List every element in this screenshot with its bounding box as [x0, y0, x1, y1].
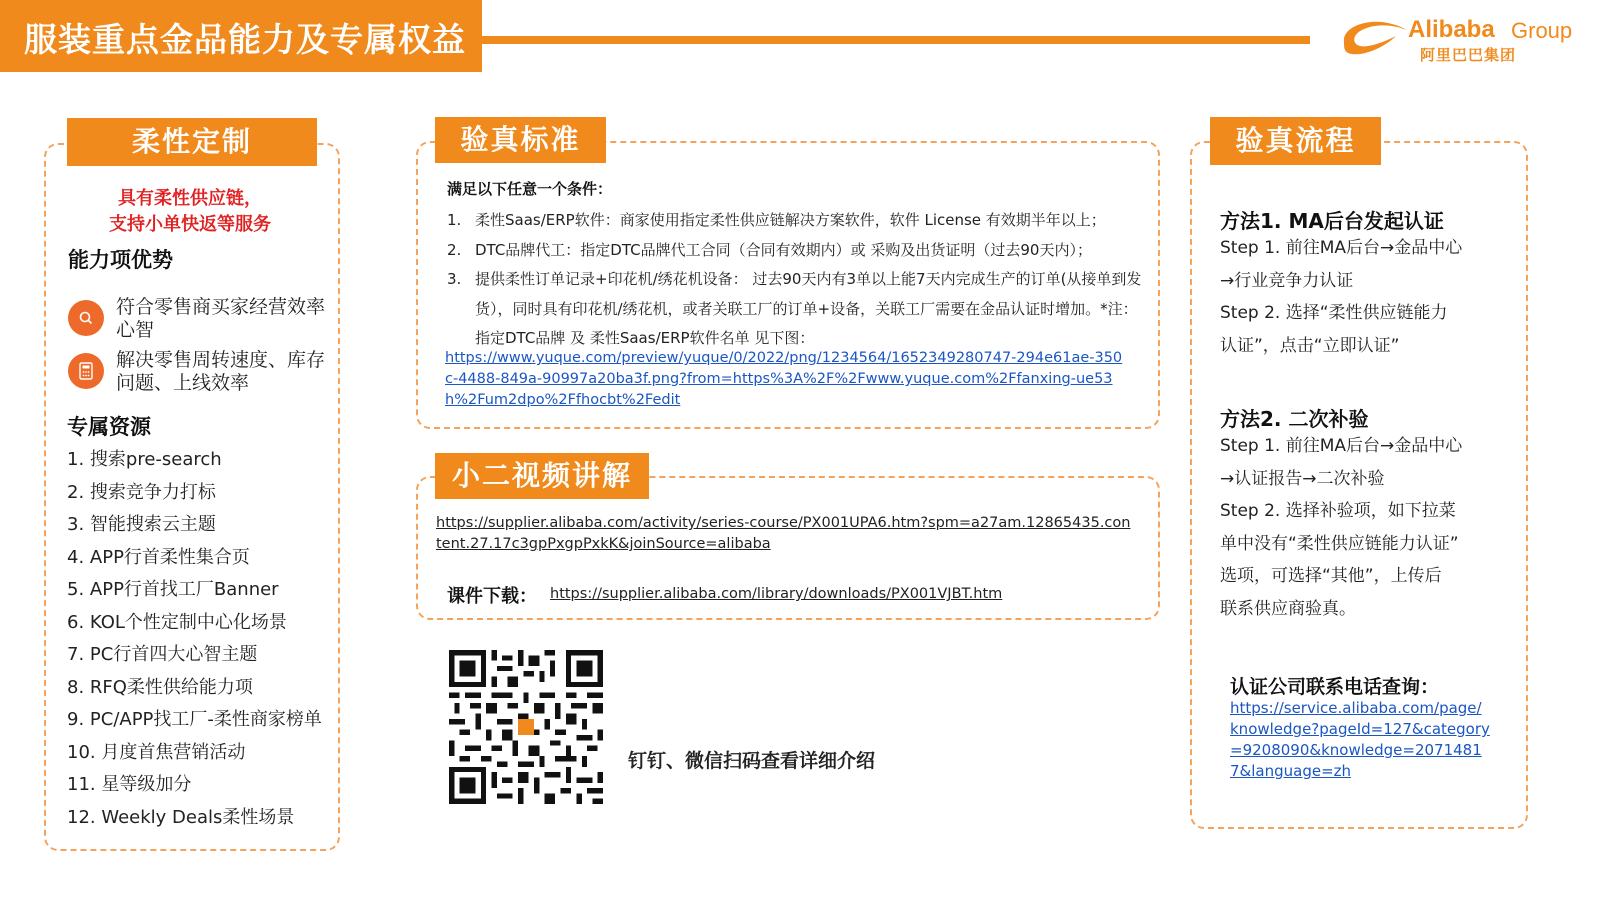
search-icon — [68, 300, 104, 336]
method-2-title: 方法2. 二次补验 — [1220, 407, 1369, 431]
contact-heading: 认证公司联系电话查询： — [1230, 676, 1440, 698]
conditions-list — [447, 206, 1147, 354]
condition-number: 1. — [447, 211, 462, 229]
advantages-heading: 能力项优势 — [68, 248, 173, 272]
step-line: 认证”，点击“立即认证” — [1220, 335, 1400, 356]
method-2-steps — [1220, 430, 1520, 625]
title-rule — [482, 36, 1310, 44]
logo-chinese-text: 阿里巴巴集团 — [1420, 46, 1517, 64]
step-line: 单中没有“柔性供应链能力认证” — [1220, 533, 1459, 554]
courseware-download-label: 课件下载： — [447, 586, 537, 607]
conditions-heading: 满足以下任意一个条件： — [447, 180, 613, 198]
alibaba-group-logo — [1338, 10, 1588, 65]
list-item: 6. KOL个性定制中心化场景 — [67, 611, 287, 633]
list-item: 2. 搜索竞争力打标 — [67, 481, 216, 503]
step-line: Step 1. 前往MA后台→金品中心 — [1220, 238, 1463, 258]
video-explanation-tag: 小二视频讲解 — [435, 453, 649, 499]
page-title: 服装重点金品能力及专属权益 — [24, 20, 466, 59]
advantage-text: 符合零售商买家经营效率心智 — [116, 296, 326, 341]
list-item: 9. PC/APP找工厂-柔性商家榜单 — [67, 709, 322, 730]
alibaba-smile-icon — [1338, 16, 1410, 60]
list-item: 12. Weekly Deals柔性场景 — [67, 806, 295, 828]
advantage-item — [68, 349, 328, 399]
step-line: →行业竞争力认证 — [1220, 270, 1354, 291]
qr-code[interactable] — [449, 650, 603, 804]
logo-wordmark: Alibaba — [1408, 16, 1495, 43]
title-banner — [0, 0, 482, 72]
list-item: 3. 智能搜索云主题 — [67, 514, 216, 535]
calculator-icon — [68, 353, 104, 389]
list-item: 5. APP行首找工厂Banner — [67, 579, 279, 600]
condition-item — [447, 206, 1147, 236]
condition-number: 2. — [447, 240, 462, 259]
condition-text: 提供柔性订单记录+印花机/绣花机设备： 过去90天内有3单以上能7天内完成生产的订单(从接单到发货），同时具有印花机/绣花机，或者关联工厂的订单+设备，关联工厂需要在金品认证时增加。*注：指定DTC品牌 及 柔性Saas/ERP软件名单 见下图： — [475, 270, 1142, 347]
qr-caption: 钉钉、微信扫码查看详细介绍 — [628, 750, 876, 772]
condition-text: DTC品牌代工：指定DTC品牌代工合同（合同有效期内）或 采购及出货证明（过去90天内）； — [475, 240, 1092, 259]
video-course-link[interactable]: https://supplier.alibaba.com/activity/series-course/PX001UPA6.htm?spm=a27am.12865435.content.27.17c3gpPxgpPxkK&joinSource=alibaba — [436, 515, 1131, 552]
contact-lookup-link[interactable]: https://service.alibaba.com/page/knowledge?pageId=127&category=9208090&knowledge=20714817&language=zh — [1230, 699, 1490, 780]
resources-heading: 专属资源 — [67, 415, 151, 439]
condition-item — [447, 236, 1147, 266]
advantage-text: 解决零售周转速度、库存问题、上线效率 — [116, 349, 326, 394]
step-line: →认证报告→二次补验 — [1220, 468, 1385, 489]
verification-flow-tag: 验真流程 — [1210, 117, 1381, 165]
list-item: 8. RFQ柔性供给能力项 — [67, 676, 253, 698]
flexible-customization-tag: 柔性定制 — [67, 118, 317, 166]
resources-list — [67, 448, 322, 838]
logo-group-text: Group — [1511, 18, 1573, 43]
step-line: Step 1. 前往MA后台→金品中心 — [1220, 436, 1463, 456]
step-line: Step 2. 选择补验项，如下拉菜 — [1220, 501, 1456, 521]
condition-text: 柔性Saas/ERP软件：商家使用指定柔性供应链解决方案软件，软件 License 有效期半年以上； — [475, 211, 1106, 229]
method-1-steps — [1220, 232, 1520, 362]
courseware-download-link[interactable]: https://supplier.alibaba.com/library/downloads/PX001VJBT.htm — [550, 586, 1003, 602]
list-item: 4. APP行首柔性集合页 — [67, 546, 250, 568]
condition-item — [447, 265, 1147, 354]
brand-list-link[interactable]: https://www.yuque.com/preview/yuque/0/2022/png/1234564/1652349280747-294e61ae-350c-4488-849a-90997a20ba3f.png?from=https%3A%2F%2Fwww.yuque.com%2Ffanxing-ue53h%2Fum2dpo%2Ffhocbt%2Fedit — [445, 350, 1123, 408]
advantage-item — [68, 296, 328, 346]
list-item: 10. 月度首焦营销活动 — [67, 741, 246, 763]
list-item: 1. 搜索pre-search — [67, 449, 222, 470]
condition-number: 3. — [447, 270, 462, 288]
step-line: 联系供应商验真。 — [1220, 598, 1356, 619]
list-item: 7. PC行首四大心智主题 — [67, 644, 258, 665]
highlight-line-1: 具有柔性供应链， — [118, 188, 262, 209]
highlight-text — [75, 186, 305, 238]
highlight-line-2: 支持小单快返等服务 — [109, 214, 271, 235]
list-item: 11. 星等级加分 — [67, 774, 192, 795]
step-line: Step 2. 选择“柔性供应链能力 — [1220, 303, 1448, 323]
method-1-title: 方法1. MA后台发起认证 — [1220, 209, 1444, 233]
verification-standard-tag: 验真标准 — [435, 117, 606, 163]
step-line: 选项，可选择“其他”，上传后 — [1220, 566, 1442, 586]
